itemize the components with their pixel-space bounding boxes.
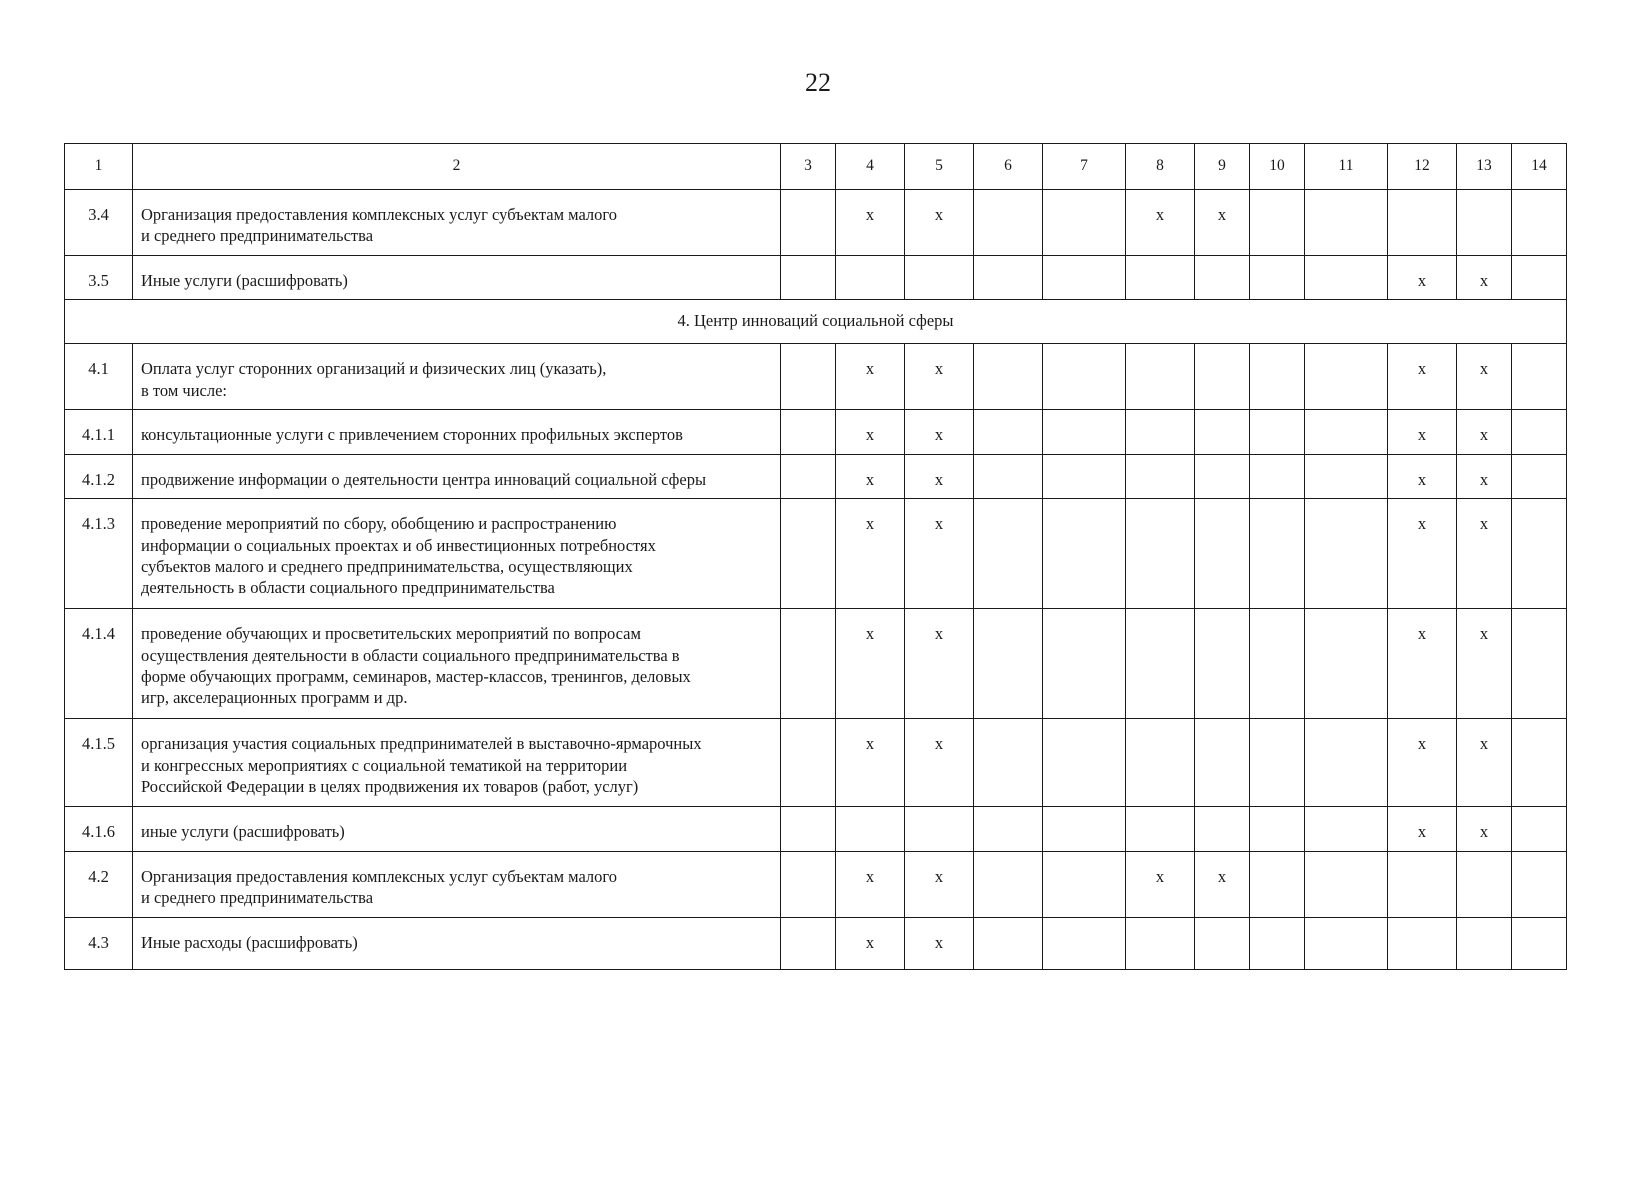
row-description (133, 499, 781, 609)
mark-cell: х (836, 454, 905, 498)
mark-cell: х (1195, 851, 1250, 917)
table-row (65, 499, 1567, 609)
mark-cell (1250, 410, 1305, 454)
mark-cell: х (1457, 807, 1512, 851)
mark-cell (1305, 410, 1388, 454)
row-description (133, 255, 781, 299)
mark-cell (1126, 609, 1195, 719)
mark-cell (1305, 851, 1388, 917)
mark-cell (1250, 609, 1305, 719)
mark-cell: х (1388, 807, 1457, 851)
table-body (65, 144, 1567, 970)
mark-cell: х (836, 499, 905, 609)
mark-cell: х (905, 410, 974, 454)
mark-cell: х (1457, 719, 1512, 807)
mark-cell (781, 454, 836, 498)
mark-cell: х (1457, 410, 1512, 454)
mark-cell (1388, 851, 1457, 917)
mark-cell (1512, 499, 1567, 609)
column-header: 10 (1250, 144, 1305, 190)
row-description-text: Оплата услуг сторонних организаций и физических лиц (указать), в том числе: (141, 359, 607, 400)
mark-cell (1250, 454, 1305, 498)
mark-cell: х (905, 719, 974, 807)
mark-cell: х (1388, 499, 1457, 609)
mark-cell (1195, 410, 1250, 454)
mark-cell (1250, 344, 1305, 410)
mark-cell (1250, 851, 1305, 917)
mark-cell (1512, 807, 1567, 851)
mark-cell (1512, 917, 1567, 969)
row-description-text: проведение мероприятий по сбору, обобщению и распространению информации о социальных проектах и об инвестиционных потребностях субъектов малого и среднего предпринимательства, осуществляющих деятельность в области социального предпринимательства (141, 514, 656, 598)
row-description (133, 344, 781, 410)
row-description (133, 190, 781, 256)
mark-cell (1305, 255, 1388, 299)
mark-cell: х (1388, 344, 1457, 410)
mark-cell (1043, 499, 1126, 609)
row-number: 4.1.3 (65, 499, 133, 609)
mark-cell (1457, 190, 1512, 256)
mark-cell (1457, 851, 1512, 917)
mark-cell: х (905, 609, 974, 719)
mark-cell (1250, 719, 1305, 807)
mark-cell: х (1195, 190, 1250, 256)
mark-cell (1126, 454, 1195, 498)
mark-cell: х (905, 851, 974, 917)
column-header: 5 (905, 144, 974, 190)
row-number: 4.3 (65, 917, 133, 969)
table-row (65, 851, 1567, 917)
mark-cell: х (1457, 454, 1512, 498)
mark-cell: х (836, 609, 905, 719)
mark-cell (836, 807, 905, 851)
row-description-text: иные услуги (расшифровать) (141, 822, 345, 842)
table-row (65, 190, 1567, 256)
mark-cell (974, 499, 1043, 609)
mark-cell (1126, 807, 1195, 851)
mark-cell (1512, 410, 1567, 454)
mark-cell (1126, 917, 1195, 969)
mark-cell (1512, 454, 1567, 498)
table-row (65, 917, 1567, 969)
row-description-text: продвижение информации о деятельности центра инноваций социальной сферы (141, 469, 707, 489)
mark-cell (974, 719, 1043, 807)
mark-cell (974, 851, 1043, 917)
mark-cell (781, 851, 836, 917)
mark-cell (974, 190, 1043, 256)
mark-cell (1043, 344, 1126, 410)
row-description (133, 454, 781, 498)
mark-cell (1043, 410, 1126, 454)
mark-cell (1195, 344, 1250, 410)
column-header: 3 (781, 144, 836, 190)
mark-cell (1043, 609, 1126, 719)
mark-cell: х (836, 917, 905, 969)
mark-cell (1126, 255, 1195, 299)
mark-cell (1195, 454, 1250, 498)
mark-cell: х (836, 190, 905, 256)
mark-cell: х (1388, 255, 1457, 299)
mark-cell (1305, 344, 1388, 410)
column-header: 8 (1126, 144, 1195, 190)
row-description (133, 807, 781, 851)
mark-cell (781, 499, 836, 609)
table-row (65, 255, 1567, 299)
mark-cell: х (836, 719, 905, 807)
mark-cell (781, 344, 836, 410)
mark-cell (1195, 807, 1250, 851)
mark-cell (1305, 190, 1388, 256)
row-description (133, 917, 781, 969)
mark-cell: х (836, 344, 905, 410)
mark-cell (836, 255, 905, 299)
mark-cell: х (1126, 190, 1195, 256)
section-title: 4. Центр инноваций социальной сферы (65, 300, 1567, 344)
mark-cell (1250, 917, 1305, 969)
mark-cell (1043, 807, 1126, 851)
table-row (65, 454, 1567, 498)
row-number: 3.4 (65, 190, 133, 256)
mark-cell: х (1388, 454, 1457, 498)
column-header: 6 (974, 144, 1043, 190)
column-header: 9 (1195, 144, 1250, 190)
mark-cell: х (1457, 609, 1512, 719)
row-number: 4.1.5 (65, 719, 133, 807)
row-number: 3.5 (65, 255, 133, 299)
row-number: 4.1.2 (65, 454, 133, 498)
mark-cell (781, 190, 836, 256)
mark-cell (974, 917, 1043, 969)
mark-cell (1305, 454, 1388, 498)
mark-cell (1305, 807, 1388, 851)
row-description-text: консультационные услуги с привлечением сторонних профильных экспертов (141, 425, 683, 445)
column-header: 7 (1043, 144, 1126, 190)
row-description-text: Иные услуги (расшифровать) (141, 270, 348, 290)
mark-cell (1126, 344, 1195, 410)
row-number: 4.2 (65, 851, 133, 917)
row-description-text: проведение обучающих и просветительских мероприятий по вопросам осуществления деятельности в области социального предпринимательства в форме обучающих программ, семинаров, мастер-классов, тренингов, деловых игр, акселерационных программ и др. (141, 624, 691, 708)
mark-cell (905, 255, 974, 299)
column-header: 4 (836, 144, 905, 190)
mark-cell (1250, 807, 1305, 851)
mark-cell: х (905, 917, 974, 969)
mark-cell (1195, 255, 1250, 299)
mark-cell: х (1457, 499, 1512, 609)
column-header: 2 (133, 144, 781, 190)
row-description (133, 719, 781, 807)
section-header-row (65, 300, 1567, 344)
mark-cell (1043, 719, 1126, 807)
mark-cell (1512, 609, 1567, 719)
mark-cell (905, 807, 974, 851)
mark-cell (1195, 499, 1250, 609)
column-number-header-row (65, 144, 1567, 190)
table-row (65, 719, 1567, 807)
mark-cell (1195, 917, 1250, 969)
mark-cell (781, 255, 836, 299)
mark-cell: х (1388, 410, 1457, 454)
mark-cell (974, 609, 1043, 719)
mark-cell (1305, 609, 1388, 719)
mark-cell (1512, 719, 1567, 807)
mark-cell (1457, 917, 1512, 969)
column-header: 11 (1305, 144, 1388, 190)
mark-cell (781, 410, 836, 454)
row-description (133, 410, 781, 454)
row-description (133, 851, 781, 917)
mark-cell: х (1457, 255, 1512, 299)
row-number: 4.1.6 (65, 807, 133, 851)
mark-cell (1126, 499, 1195, 609)
mark-cell (781, 719, 836, 807)
row-description-text: Организация предоставления комплексных услуг субъектам малого и среднего предпринимательства (141, 866, 618, 907)
table-row (65, 410, 1567, 454)
mark-cell: х (836, 410, 905, 454)
mark-cell (1043, 190, 1126, 256)
mark-cell: х (1388, 609, 1457, 719)
mark-cell (1305, 499, 1388, 609)
mark-cell (781, 917, 836, 969)
mark-cell (1043, 255, 1126, 299)
row-description (133, 609, 781, 719)
mark-cell (1043, 851, 1126, 917)
column-header: 13 (1457, 144, 1512, 190)
mark-cell: х (905, 190, 974, 256)
table-row (65, 344, 1567, 410)
mark-cell: х (905, 499, 974, 609)
mark-cell (1250, 190, 1305, 256)
mark-cell (1388, 917, 1457, 969)
mark-cell: х (1457, 344, 1512, 410)
row-description-text: Иные расходы (расшифровать) (141, 932, 358, 952)
mark-cell (1126, 410, 1195, 454)
mark-cell (974, 807, 1043, 851)
mark-cell (974, 344, 1043, 410)
row-number: 4.1 (65, 344, 133, 410)
page-number: 22 (805, 68, 831, 97)
column-header: 12 (1388, 144, 1457, 190)
mark-cell (1305, 719, 1388, 807)
table-row (65, 807, 1567, 851)
mark-cell (1195, 719, 1250, 807)
mark-cell (1512, 190, 1567, 256)
row-description-text: организация участия социальных предпринимателей в выставочно-ярмарочных и конгрессных мероприятиях с социальной тематикой на территории Российской Федерации в целях продвижения их товаров (работ, услуг) (141, 734, 702, 796)
mark-cell (781, 609, 836, 719)
mark-cell: х (905, 344, 974, 410)
mark-cell (1043, 917, 1126, 969)
column-header: 1 (65, 144, 133, 190)
mark-cell (781, 807, 836, 851)
mark-cell (1250, 255, 1305, 299)
document-table (64, 143, 1567, 970)
column-header: 14 (1512, 144, 1567, 190)
mark-cell (1195, 609, 1250, 719)
mark-cell (1512, 255, 1567, 299)
mark-cell: х (905, 454, 974, 498)
row-description-text: Организация предоставления комплексных услуг субъектам малого и среднего предпринимательства (141, 205, 618, 246)
mark-cell (974, 255, 1043, 299)
mark-cell: х (1388, 719, 1457, 807)
mark-cell (1126, 719, 1195, 807)
table-row (65, 609, 1567, 719)
mark-cell (1388, 190, 1457, 256)
mark-cell (1512, 344, 1567, 410)
row-number: 4.1.4 (65, 609, 133, 719)
mark-cell (1305, 917, 1388, 969)
mark-cell (1043, 454, 1126, 498)
mark-cell: х (1126, 851, 1195, 917)
mark-cell (1512, 851, 1567, 917)
mark-cell (974, 410, 1043, 454)
row-number: 4.1.1 (65, 410, 133, 454)
mark-cell (1250, 499, 1305, 609)
mark-cell: х (836, 851, 905, 917)
mark-cell (974, 454, 1043, 498)
